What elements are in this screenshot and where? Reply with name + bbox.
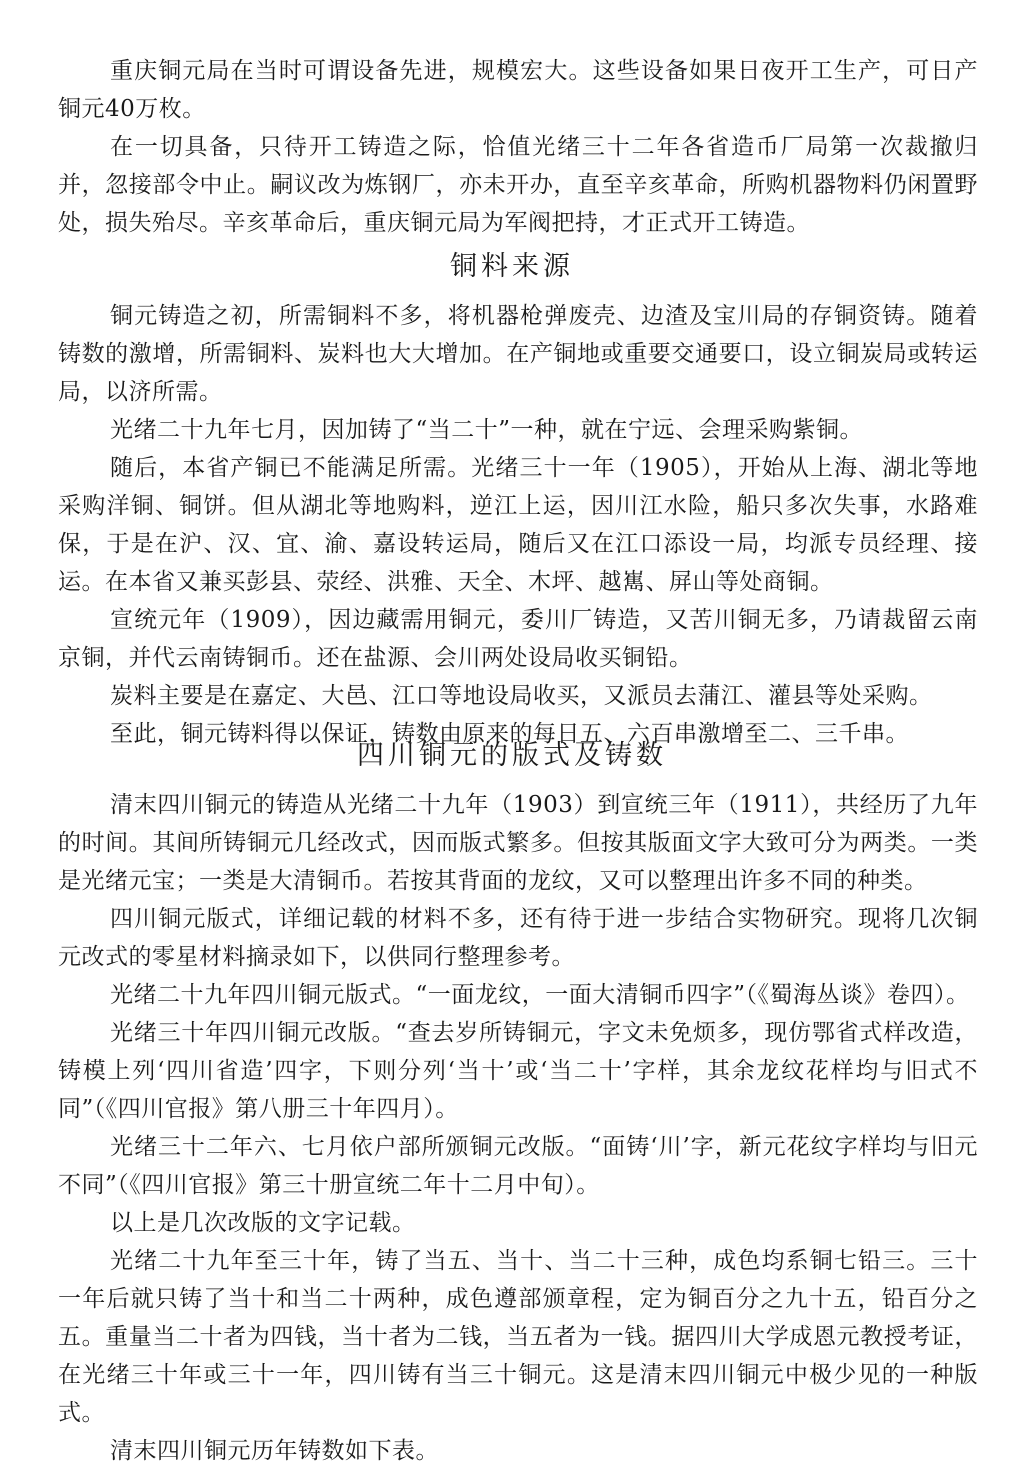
paragraph-suspension: 在一切具备，只待开工铸造之际，恰值光绪三十二年各省造币厂局第一次裁撤归并，忽接部令中止。嗣议改为炼钢厂，亦未开办，直至辛亥革命，所购机器物料仍闲置野处，损失殆尽。辛亥革命后，重庆铜元局为军阀把持，才正式开工铸造。 bbox=[58, 134, 978, 236]
paragraph-charcoal: 炭料主要是在嘉定、大邑、江口等地设局收买，又派员去蒲江、灌县等处采购。 bbox=[110, 683, 933, 709]
styles-section bbox=[0, 786, 1024, 1470]
section-heading-styles-and-mintage: 四川铜元的版式及铸数 bbox=[357, 740, 667, 771]
paragraph-output-increase: 至此，铜元铸料得以保证，铸数由原来的每日五、六百串激增至二、三千串。 bbox=[110, 721, 909, 747]
paragraph-guangxu-29: 光绪二十九年四川铜元版式。“一面龙纹，一面大清铜币四字”（《蜀海丛谈》卷四）。 bbox=[110, 982, 970, 1008]
paragraph-foreign-copper: 随后，本省产铜已不能满足所需。光绪三十一年（1905），开始从上海、湖北等地采购洋铜、铜饼。但从湖北等地购料，逆江上运，因川江水险，船只多次失事，水路难保，于是在沪、汉、宜、渝、嘉设转运局，随后又在江口添设一局，均派专员经理、接运。在本省又兼买彭县、荥经、洪雅、天全、木坪、越嶲、屏山等处商铜。 bbox=[58, 455, 978, 595]
copper-source-heading-block bbox=[0, 244, 1024, 283]
paragraph-minting-period: 清末四川铜元的铸造从光绪二十九年（1903）到宣统三年（1911），共经历了九年的时间。其间所铸铜元几经改式，因而版式繁多。但按其版面文字大致可分为两类。一类是光绪元宝；一类是大清铜币。若按其背面的龙纹，又可以整理出许多不同的种类。 bbox=[58, 792, 978, 894]
paragraph-guangxu-32: 光绪三十二年六、七月依户部所颁铜元改版。“面铸‘川’字，新元花纹字样均与旧元不同”（《四川官报》第三十册宣统二年十二月中旬）。 bbox=[58, 1134, 978, 1198]
paragraph-style-records: 四川铜元版式，详细记载的材料不多，还有待于进一步结合实物研究。现将几次铜元改式的零星材料摘录如下，以供同行整理参考。 bbox=[58, 906, 978, 970]
copper-source-section bbox=[0, 297, 1024, 753]
paragraph-initial-materials: 铜元铸造之初，所需铜料不多，将机器枪弹废壳、边渣及宝川局的存铜资铸。随着铸数的激增，所需铜料、炭料也大大增加。在产铜地或重要交通要口，设立铜炭局或转运局，以济所需。 bbox=[58, 303, 978, 405]
paragraph-denominations: 光绪二十九年至三十年，铸了当五、当十、当二十三种，成色均系铜七铅三。三十一年后就只铸了当十和当二十两种，成色遵部颁章程，定为铜百分之九十五，铅百分之五。重量当二十者为四钱，当十者为二钱，当五者为一钱。据四川大学成恩元教授考证，在光绪三十年或三十一年，四川铸有当三十铜元。这是清末四川铜元中极少见的一种版式。 bbox=[58, 1248, 978, 1426]
styles-heading-block bbox=[0, 733, 1024, 772]
intro-section bbox=[0, 52, 1024, 242]
paragraph-yunnan-copper: 宣统元年（1909），因边藏需用铜元，委川厂铸造，又苦川铜无多，乃请裁留云南京铜，并代云南铸铜币。还在盐源、会川两处设局收买铜铅。 bbox=[58, 607, 978, 671]
paragraph-table-intro: 清末四川铜元历年铸数如下表。 bbox=[110, 1438, 439, 1464]
paragraph-equipment: 重庆铜元局在当时可谓设备先进，规模宏大。这些设备如果日夜开工生产，可日产铜元40万枚。 bbox=[58, 58, 978, 122]
paragraph-purple-copper: 光绪二十九年七月，因加铸了“当二十”一种，就在宁远、会理采购紫铜。 bbox=[110, 417, 864, 443]
paragraph-guangxu-30: 光绪三十年四川铜元改版。“查去岁所铸铜元，字文未免烦多，现仿鄂省式样改造，铸模上列‘四川省造’四字，下则分列‘当十’或‘当二十’字样，其余龙纹花样均与旧式不同”（《四川官报》第八册三十年四月）。 bbox=[58, 1020, 978, 1122]
paragraph-summary: 以上是几次改版的文字记载。 bbox=[110, 1210, 416, 1236]
section-heading-copper-source: 铜料来源 bbox=[450, 251, 574, 282]
